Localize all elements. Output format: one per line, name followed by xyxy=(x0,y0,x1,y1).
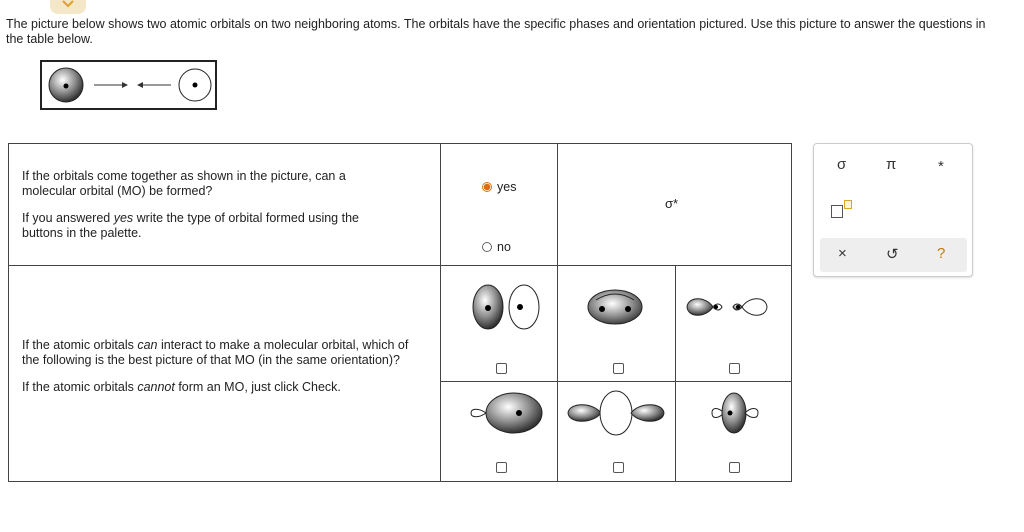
question1-text xyxy=(22,169,402,241)
collapse-tab[interactable] xyxy=(50,0,86,14)
question2-p2: If the atomic orbitals cannot form an MO, just click Check. xyxy=(22,380,341,394)
no-radio[interactable] xyxy=(482,242,492,252)
no-option[interactable] xyxy=(482,240,511,254)
palette-toolbar xyxy=(820,238,967,272)
mo-choice-1-checkbox[interactable] xyxy=(496,363,507,374)
question1-line2: If you answered yes write the type of orbital formed using the buttons in the palette. xyxy=(22,211,359,240)
intro-text: The picture below shows two atomic orbitals on two neighboring atoms. The orbitals have the specific phases and orientation pictured. Use this picture to answer the questions in the table below. xyxy=(6,17,986,46)
yes-label: yes xyxy=(497,180,517,194)
orbital-picture xyxy=(40,60,217,110)
answer-entry[interactable]: σ* xyxy=(665,196,679,211)
question2-text xyxy=(22,338,427,395)
no-label: no xyxy=(497,240,511,254)
help-button[interactable]: ? xyxy=(937,245,946,262)
question-table xyxy=(8,143,792,482)
chevron-down-icon xyxy=(61,0,75,9)
yes-radio[interactable] xyxy=(482,182,492,192)
sigma-button[interactable]: σ xyxy=(837,156,847,173)
mo-choice-3-checkbox[interactable] xyxy=(729,363,740,374)
mo-choice-4-checkbox[interactable] xyxy=(496,462,507,473)
yes-option[interactable] xyxy=(482,180,516,194)
question2-p1: If the atomic orbitals can interact to make a molecular orbital, which of the following is the best picture of that MO (in the same orientation)? xyxy=(22,338,409,367)
orbital-picture-drawing xyxy=(42,62,215,108)
clear-button[interactable]: × xyxy=(838,245,847,262)
base-box-icon xyxy=(831,205,843,218)
pi-button[interactable]: π xyxy=(886,156,897,173)
question1-line1: If the orbitals come together as shown in the picture, can a molecular orbital (MO) be formed? xyxy=(22,169,346,198)
superscript-button[interactable] xyxy=(831,200,853,218)
mo-choice-6-checkbox[interactable] xyxy=(729,462,740,473)
mo-choice-2-checkbox[interactable] xyxy=(613,363,624,374)
answer-palette xyxy=(813,143,973,277)
star-button[interactable]: * xyxy=(938,158,944,175)
undo-button[interactable]: ↺ xyxy=(886,246,899,263)
superscript-box-icon xyxy=(844,200,852,209)
mo-choice-5-checkbox[interactable] xyxy=(613,462,624,473)
